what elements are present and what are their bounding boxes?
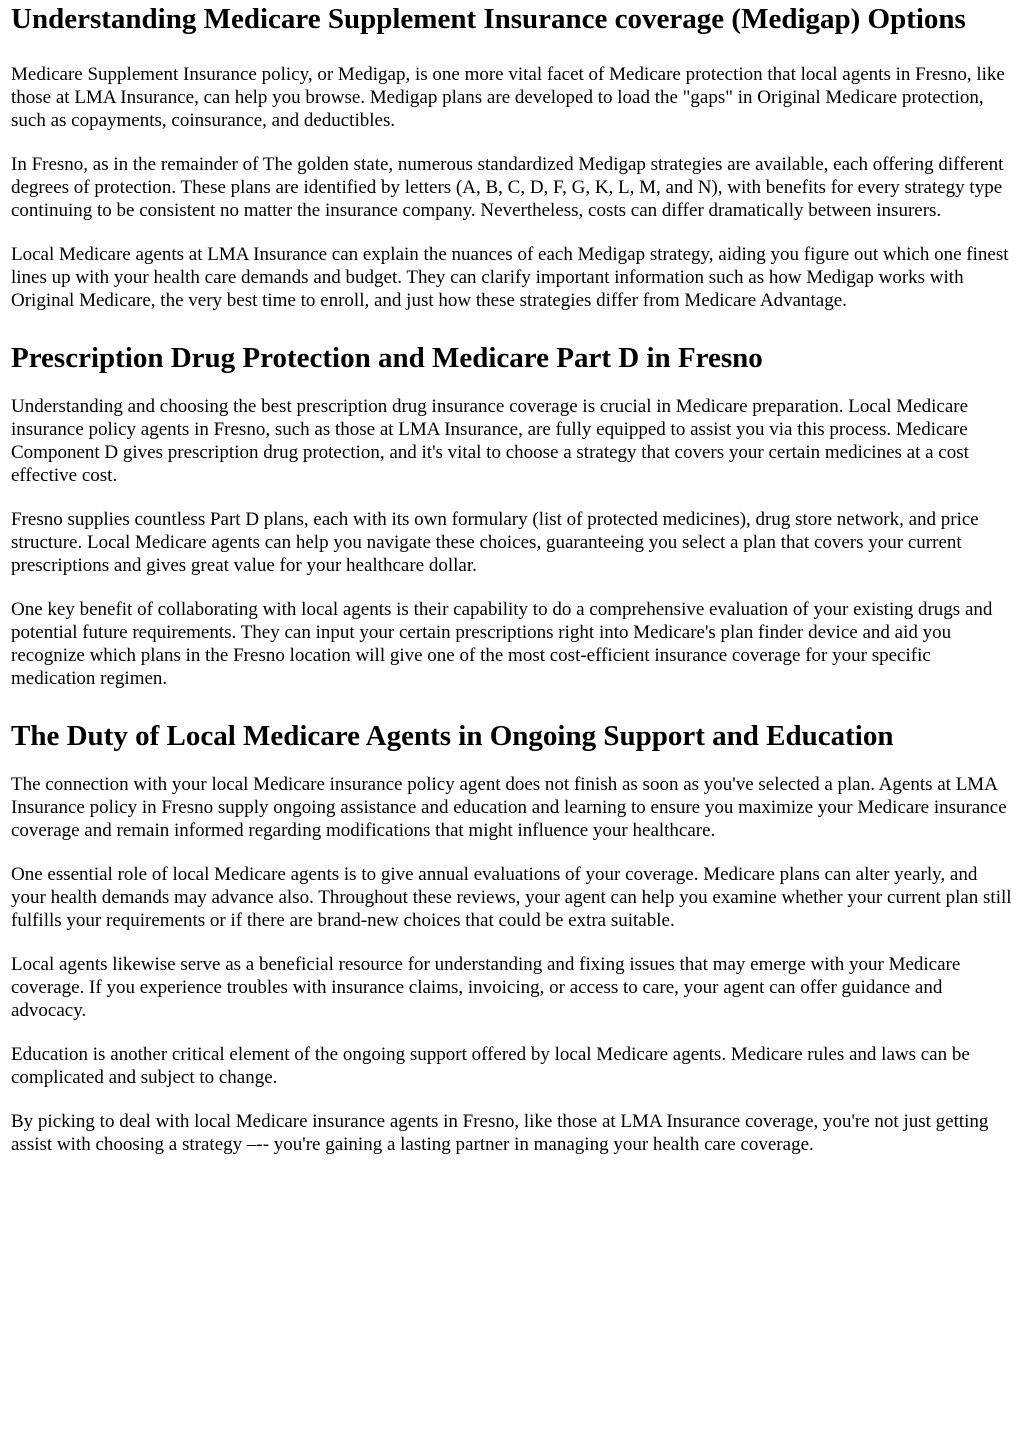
paragraph: By picking to deal with local Medicare insurance agents in Fresno, like those at LMA Insurance coverage, you're not just getting assist with choosing a strategy –-- you're gaining a lasting partner in managing your health care coverage. [11,1111,989,1155]
paragraph: The connection with your local Medicare insurance policy agent does not finish as soon as you've selected a plan. Agents at LMA Insurance policy in Fresno supply ongoing assistance and education and learning to ensure you maximize your Medicare insurance coverage and remain informed regarding modifications that might influence your healthcare. [11,774,1007,841]
section-ongoing-support [11,719,1014,1156]
paragraph: One essential role of local Medicare agents is to give annual evaluations of your coverage. Medicare plans can alter yearly, and your health demands may advance also. Throughout these reviews, your agent can help you examine whether your current plan still fulfills your requirements or if there are brand-new choices that could be extra suitable. [11,864,1012,931]
section-part-d [11,341,1014,690]
paragraph: Education is another critical element of the ongoing support offered by local Medicare agents. Medicare rules and laws can be complicated and subject to change. [11,1044,970,1088]
paragraph: Local Medicare agents at LMA Insurance can explain the nuances of each Medigap strategy, aiding you figure out which one finest lines up with your health care demands and budget. They can clarify important information such as how Medigap works with Original Medicare, the very best time to enroll, and just how these strategies differ from Medicare Advantage. [11,244,1009,311]
section-heading: The Duty of Local Medicare Agents in Ongoing Support and Education [11,720,894,752]
paragraph: Local agents likewise serve as a beneficial resource for understanding and fixing issues that may emerge with your Medicare coverage. If you experience troubles with insurance claims, invoicing, or access to care, your agent can offer guidance and advocacy. [11,954,961,1021]
paragraph: Understanding and choosing the best prescription drug insurance coverage is crucial in Medicare preparation. Local Medicare insurance policy agents in Fresno, such as those at LMA Insurance, are fully equipped to assist you via this process. Medicare Component D gives prescription drug protection, and it's vital to choose a strategy that covers your certain medicines at a cost effective cost. [11,396,969,486]
section-medigap-options [11,0,1014,312]
paragraph: Fresno supplies countless Part D plans, each with its own formulary (list of protected medicines), drug store network, and price structure. Local Medicare agents can help you navigate these choices, guaranteeing you select a plan that covers your current prescriptions and gives great value for your healthcare dollar. [11,509,979,576]
article [11,0,1014,1156]
section-heading: Prescription Drug Protection and Medicare Part D in Fresno [11,342,763,374]
paragraph: In Fresno, as in the remainder of The golden state, numerous standardized Medigap strategies are available, each offering different degrees of protection. These plans are identified by letters (A, B, C, D, F, G, K, L, M, and N), with benefits for every strategy type continuing to be consistent no matter the insurance company. Nevertheless, costs can differ dramatically between insurers. [11,154,1004,221]
paragraph: One key benefit of collaborating with local agents is their capability to do a comprehensive evaluation of your existing drugs and potential future requirements. They can input your certain prescriptions right into Medicare's plan finder device and aid you recognize which plans in the Fresno location will give one of the most cost-efficient insurance coverage for your specific medication regimen. [11,599,993,689]
paragraph: Medicare Supplement Insurance policy, or Medigap, is one more vital facet of Medicare protection that local agents in Fresno, like those at LMA Insurance, can help you browse. Medigap plans are developed to load the "gaps" in Original Medicare protection, such as copayments, coinsurance, and deductibles. [11,64,1005,131]
page-title: Understanding Medicare Supplement Insurance coverage (Medigap) Options [11,3,966,35]
